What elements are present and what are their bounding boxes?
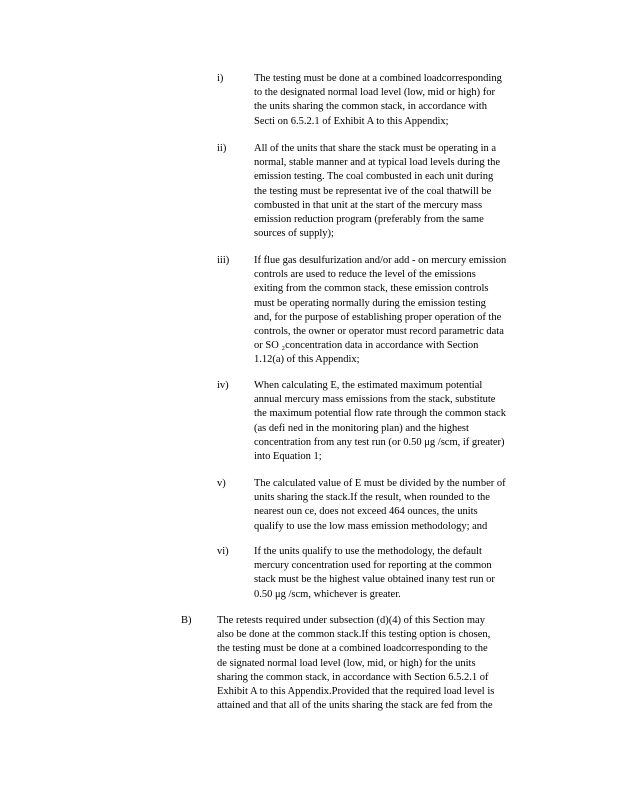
text-line: and, for the purpose of establishing proper operation of the <box>254 311 502 323</box>
text-line: qualify to use the low mass emission methodology; and <box>254 520 488 532</box>
list-marker: vi) <box>217 546 229 557</box>
text-line: units sharing the stack.If the result, when rounded to the <box>254 492 490 504</box>
list-item-ii <box>217 142 547 244</box>
list-marker: iv) <box>217 380 229 391</box>
text-line: nearest oun ce, does not exceed 464 ounces, the units <box>254 506 478 518</box>
list-marker: iii) <box>217 255 230 266</box>
list-item-v <box>217 477 547 537</box>
text-line: combusted in that unit at the start of the mercury mass <box>254 199 483 211</box>
text-line: If the units qualify to use the methodology, the default <box>254 546 482 557</box>
text-line: or SO ₂concentration data in accordance with Section <box>254 340 479 352</box>
text-line: the testing must be representat ive of the coal thatwill be <box>254 185 492 197</box>
text-line: the maximum potential flow rate through the common stack <box>254 408 506 420</box>
text-line: All of the units that share the stack must be operating in a <box>254 143 497 154</box>
text-line: also be done at the common stack.If this testing option is chosen, <box>217 629 491 641</box>
list-item-text <box>217 614 542 713</box>
text-line: the testing must be done at a combined loadcorresponding to the <box>217 643 488 655</box>
text-line: de signated normal load level (low, mid, or high) for the units <box>217 657 476 669</box>
list-marker: B) <box>181 615 192 626</box>
text-line: stack must be the highest value obtained inany test run or <box>254 574 495 586</box>
list-item-iii <box>217 254 547 370</box>
list-item-b <box>181 614 551 716</box>
text-line: exiting from the common stack, these emission controls <box>254 283 489 295</box>
list-marker: v) <box>217 478 226 489</box>
text-line: Exhibit A to this Appendix.Provided that the required load level is <box>217 685 495 697</box>
text-line: controls are used to reduce the level of the emissions <box>254 269 476 281</box>
text-line: mercury concentration used for reporting at the common <box>254 560 492 572</box>
text-line: into Equation 1; <box>254 450 322 462</box>
list-item-text <box>254 72 544 129</box>
list-item-iv <box>217 379 547 467</box>
text-line: to the designated normal load level (low, mid or high) for <box>254 87 496 99</box>
text-line: controls, the owner or operator must record parametric data <box>254 325 504 337</box>
text-line: normal, stable manner and at typical load levels during the <box>254 157 501 169</box>
text-line: The testing must be done at a combined loadcorresponding <box>254 73 502 84</box>
list-item-text <box>254 379 544 464</box>
text-line: When calculating E, the estimated maximum potential <box>254 380 483 391</box>
text-line: concentration from any test run (or 0.50 μg /scm, if greater) <box>254 436 505 448</box>
list-item-text <box>254 477 544 534</box>
text-line: The retests required under subsection (d)(4) of this Section may <box>217 615 485 626</box>
text-line: emission testing. The coal combusted in each unit during <box>254 171 494 183</box>
text-line: sources of supply); <box>254 228 334 240</box>
text-line: The calculated value of E must be divided by the number of <box>254 478 506 489</box>
list-item-vi <box>217 545 547 605</box>
list-item-text <box>254 142 544 241</box>
text-line: If flue gas desulfurization and/or add - on mercury emission <box>254 255 507 266</box>
text-line: 1.12(a) of this Appendix; <box>254 354 360 366</box>
text-line: must be operating normally during the emission testing <box>254 297 486 309</box>
list-item-text <box>254 254 544 368</box>
text-line: annual mercury mass emissions from the stack, substitute <box>254 394 496 406</box>
list-item-i <box>217 72 547 132</box>
text-line: Secti on 6.5.2.1 of Exhibit A to this Appendix; <box>254 115 449 127</box>
list-marker: i) <box>217 73 224 84</box>
text-line: (as defi ned in the monitoring plan) and the highest <box>254 422 469 434</box>
text-line: 0.50 μg /scm, whichever is greater. <box>254 588 401 600</box>
text-line: emission reduction program (preferably from the same <box>254 213 484 225</box>
list-marker: ii) <box>217 143 227 154</box>
text-line: the units sharing the common stack, in accordance with <box>254 101 487 113</box>
list-item-text <box>254 545 544 602</box>
text-line: attained and that all of the units sharing the stack are fed from the <box>217 700 493 712</box>
text-line: sharing the common stack, in accordance with Section 6.5.2.1 of <box>217 671 489 683</box>
